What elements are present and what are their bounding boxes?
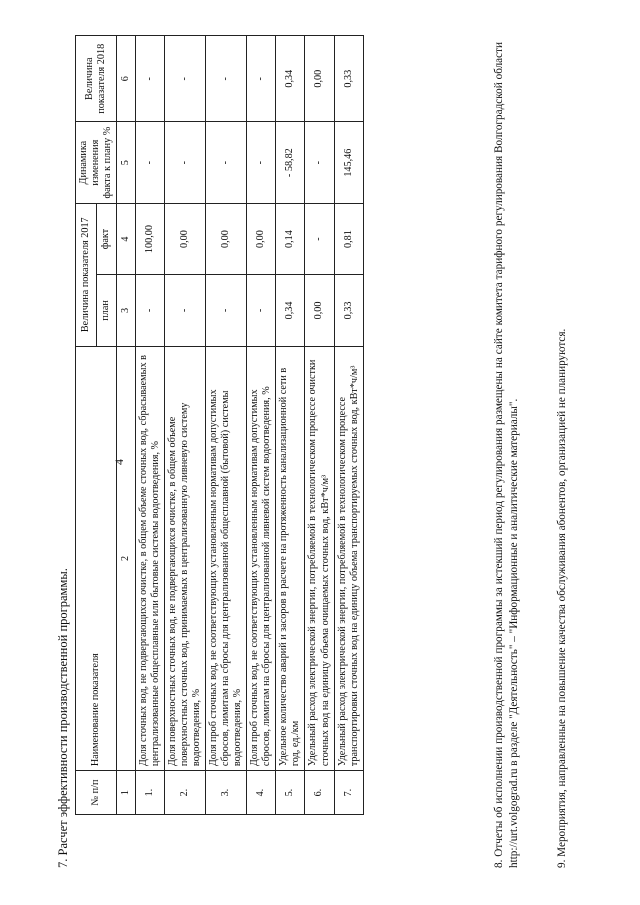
paragraph-8: 8. Отчеты об исполнении производственной программы за истекший период регулирования размещены на сайте комитета тарифного регулирования Волгоградской области http://urt.volgograd.ru в разделе "Деятельность" – "Информационные и аналитические материалы".	[493, 42, 520, 868]
row-value-2018: 0,33	[334, 36, 363, 122]
header-value-2018: Величина показателя 2018	[76, 36, 117, 122]
index-cell: 3	[117, 275, 136, 346]
index-cell: 5	[117, 122, 136, 203]
row-plan: -	[136, 275, 165, 346]
row-dynamics: - 58,82	[276, 122, 305, 203]
table-row	[136, 36, 165, 815]
row-name: Удельный расход электрической энергии, потребляемой в технологическом процессе очистки сточных вод на единицу объема очищаемых сточных вод, кВт*ч/м³	[305, 346, 334, 771]
row-dynamics: -	[305, 122, 334, 203]
row-value-2018: -	[165, 36, 206, 122]
row-plan: -	[165, 275, 206, 346]
row-num: 1.	[136, 771, 165, 815]
row-name: Удельное количество аварий и засоров в расчете на протяженность канализационной сети в год, ед./км	[276, 346, 305, 771]
index-cell: 6	[117, 36, 136, 122]
row-fact: 0,00	[165, 203, 206, 274]
header-fact: факт	[96, 203, 117, 274]
row-num: 3.	[206, 771, 247, 815]
row-num: 5.	[276, 771, 305, 815]
table-row	[334, 36, 363, 815]
row-num: 6.	[305, 771, 334, 815]
row-value-2018: -	[206, 36, 247, 122]
efficiency-table	[75, 35, 364, 815]
row-name: Доля поверхностных сточных вод, не подвергающихся очистке, в общем объеме поверхностных сточных вод, принимаемых в централизованную ливневую систему водоотведения, %	[165, 346, 206, 771]
row-dynamics: 145,46	[334, 122, 363, 203]
table-row	[276, 36, 305, 815]
row-fact: 0,00	[247, 203, 276, 274]
row-name: Доля проб сточных вод, не соответствующих установленным нормативам допустимых сбросов, лимитам на сбросы для централизованной общесплавной (бытовой) системы водоотведения, %	[206, 346, 247, 771]
row-dynamics: -	[165, 122, 206, 203]
row-plan: 0,00	[305, 275, 334, 346]
index-cell: 2	[117, 346, 136, 771]
row-fact: 100,00	[136, 203, 165, 274]
table-header-row	[76, 36, 97, 815]
table-row	[165, 36, 206, 815]
row-value-2018: -	[136, 36, 165, 122]
row-plan: 0,33	[334, 275, 363, 346]
paragraph-9: 9. Мероприятия, направленные на повышение качества обслуживания абонентов, организацией не планируются.	[556, 328, 568, 868]
row-num: 2.	[165, 771, 206, 815]
table-row	[247, 36, 276, 815]
row-name: Доля сточных вод, не подвергающихся очистке, в общем объеме сточных вод, сбрасываемых в централизованные общесплавные или бытовые системы водоотведения, %	[136, 346, 165, 771]
row-plan: -	[206, 275, 247, 346]
header-value-2017: Величина показателя 2017	[76, 203, 97, 346]
row-dynamics: -	[206, 122, 247, 203]
row-num: 4.	[247, 771, 276, 815]
header-plan: план	[96, 275, 117, 346]
header-num: № п/п	[76, 771, 117, 815]
row-fact: 0,14	[276, 203, 305, 274]
table-index-row	[117, 36, 136, 815]
row-plan: -	[247, 275, 276, 346]
row-value-2018: 0,00	[305, 36, 334, 122]
section-heading: 7. Расчет эффективности производственной программы.	[56, 568, 70, 868]
row-fact: -	[305, 203, 334, 274]
header-dynamics: Динамика изменения факта к плану %	[76, 122, 117, 203]
page-number: 4	[112, 459, 126, 465]
table-row	[305, 36, 334, 815]
row-dynamics: -	[136, 122, 165, 203]
row-name: Удельный расход электрической энергии, потребляемой в технологическом процессе транспортировки сточных вод на единицу объема транспортируемых сточных вод, кВт*ч/м³	[334, 346, 363, 771]
table-row	[206, 36, 247, 815]
row-fact: 0,81	[334, 203, 363, 274]
row-value-2018: 0,34	[276, 36, 305, 122]
row-plan: 0,34	[276, 275, 305, 346]
row-num: 7.	[334, 771, 363, 815]
row-value-2018: -	[247, 36, 276, 122]
index-cell: 1	[117, 771, 136, 815]
index-cell: 4	[117, 203, 136, 274]
row-dynamics: -	[247, 122, 276, 203]
row-name: Доля проб сточных вод, не соответствующих установленным нормативам допустимых сбросов, лимитам на сбросы для централизованной ливневой систем водоотведения, %	[247, 346, 276, 771]
header-name: Наименование показателя	[76, 346, 117, 771]
row-fact: 0,00	[206, 203, 247, 274]
